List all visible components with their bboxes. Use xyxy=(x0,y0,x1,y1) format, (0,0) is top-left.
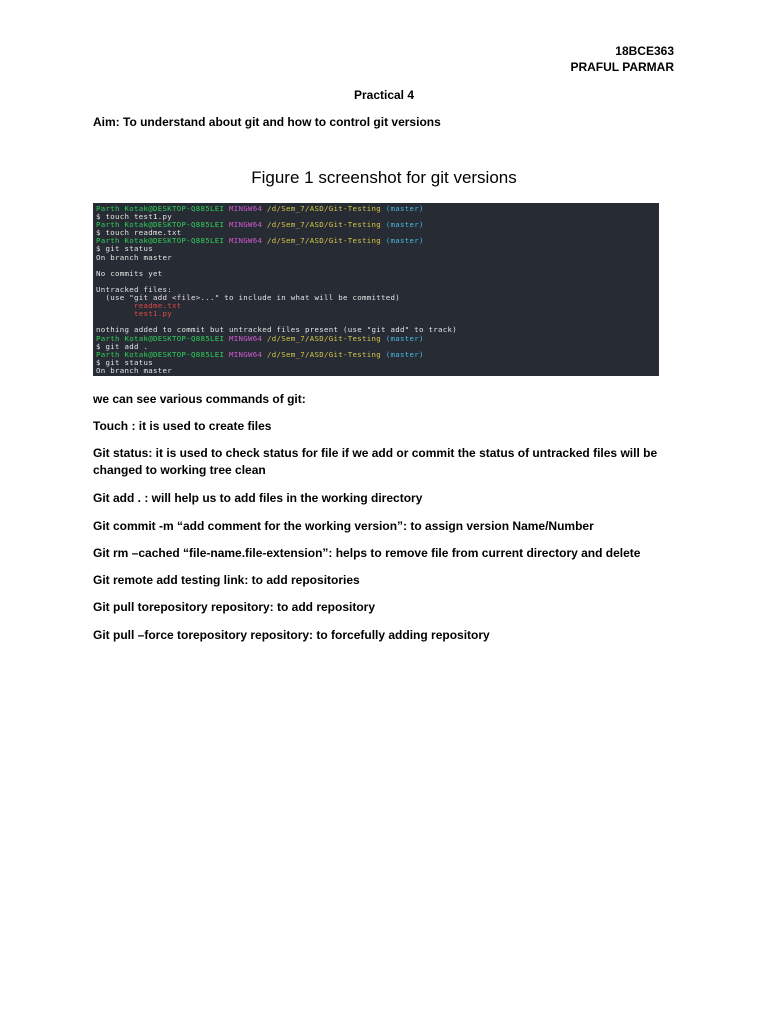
command-touch: Touch : it is used to create files xyxy=(93,419,272,433)
terminal-blank-line xyxy=(96,375,656,376)
terminal-output-line: $ touch test1.py xyxy=(96,212,172,222)
command-git-add: Git add . : will help us to add files in the working directory xyxy=(93,491,423,505)
prompt-path: /d/Sem_7/ASD/Git-Testing xyxy=(267,204,381,213)
terminal-blank-line xyxy=(96,262,656,270)
intro-text: we can see various commands of git: xyxy=(93,392,306,406)
terminal-body xyxy=(96,205,656,376)
terminal-prompt-line xyxy=(96,237,656,245)
terminal-output-line: Untracked files: xyxy=(96,284,172,294)
prompt-path: /d/Sem_7/ASD/Git-Testing xyxy=(267,220,381,230)
prompt-user: Parth Kotak@DESKTOP-Q885LEI xyxy=(96,333,225,343)
prompt-branch: (master) xyxy=(385,220,424,230)
terminal-output-line: test1.py xyxy=(96,309,172,319)
terminal-output-line: readme.txt xyxy=(96,301,182,311)
command-git-pull-force: Git pull –force torepository repository: to forcefully adding repository xyxy=(93,628,490,642)
prompt-branch: (master) xyxy=(385,349,424,359)
command-git-commit: Git commit -m “add comment for the working version”: to assign version Name/Number xyxy=(93,519,594,533)
practical-title: Practical 4 xyxy=(353,88,415,102)
prompt-ming: MINGW64 xyxy=(229,333,263,343)
terminal-screenshot xyxy=(93,203,659,376)
terminal-blank-line xyxy=(96,278,656,286)
terminal-output-line: On branch master xyxy=(96,252,172,262)
roll-number: 18BCE363 xyxy=(615,44,674,58)
prompt-ming: MINGW64 xyxy=(229,236,263,246)
prompt-branch: (master) xyxy=(385,236,424,246)
command-git-rm: Git rm –cached “file-name.file-extension”: helps to remove file from current directory and delete xyxy=(93,546,641,560)
prompt-path: /d/Sem_7/ASD/Git-Testing xyxy=(267,333,381,343)
prompt-user: Parth Kotak@DESKTOP-Q885LEI xyxy=(96,220,225,230)
terminal-output-line: On branch master xyxy=(96,365,172,375)
aim-text: Aim: To understand about git and how to control git versions xyxy=(93,115,441,129)
prompt-path: /d/Sem_7/ASD/Git-Testing xyxy=(267,236,381,246)
terminal-output-line: $ git add . xyxy=(96,341,149,351)
student-name: PRAFUL PARMAR xyxy=(570,60,674,74)
terminal-output-line: $ git status xyxy=(96,244,153,254)
command-git-status: Git status: it is used to check status for file if we add or commit the status of untracked files will be changed to working tree clean xyxy=(93,446,658,477)
terminal-output-line: $ touch readme.txt xyxy=(96,228,182,238)
command-git-pull: Git pull torepository repository: to add repository xyxy=(93,600,376,614)
terminal-output-line: $ git status xyxy=(96,357,153,367)
prompt-branch: (master) xyxy=(385,204,424,213)
prompt-ming: MINGW64 xyxy=(229,349,263,359)
prompt-user: Parth Kotak@DESKTOP-Q885LEI xyxy=(96,204,225,213)
command-git-remote: Git remote add testing link: to add repositories xyxy=(93,573,360,587)
terminal-prompt-line xyxy=(96,205,656,213)
prompt-branch: (master) xyxy=(385,333,424,343)
terminal-output-line: (use "git add <file>..." to include in what will be committed) xyxy=(96,293,400,303)
figure-caption: Figure 1 screenshot for git versions xyxy=(251,168,517,187)
prompt-user: Parth Kotak@DESKTOP-Q885LEI xyxy=(96,236,225,246)
prompt-path: /d/Sem_7/ASD/Git-Testing xyxy=(267,349,381,359)
prompt-ming: MINGW64 xyxy=(229,220,263,230)
terminal-output-line: No commits yet xyxy=(96,268,163,278)
terminal-prompt-line xyxy=(96,335,656,343)
prompt-user: Parth Kotak@DESKTOP-Q885LEI xyxy=(96,349,225,359)
prompt-ming: MINGW64 xyxy=(229,204,263,213)
terminal-output-line: nothing added to commit but untracked files present (use "git add" to track) xyxy=(96,325,457,335)
terminal-prompt-line xyxy=(96,351,656,359)
